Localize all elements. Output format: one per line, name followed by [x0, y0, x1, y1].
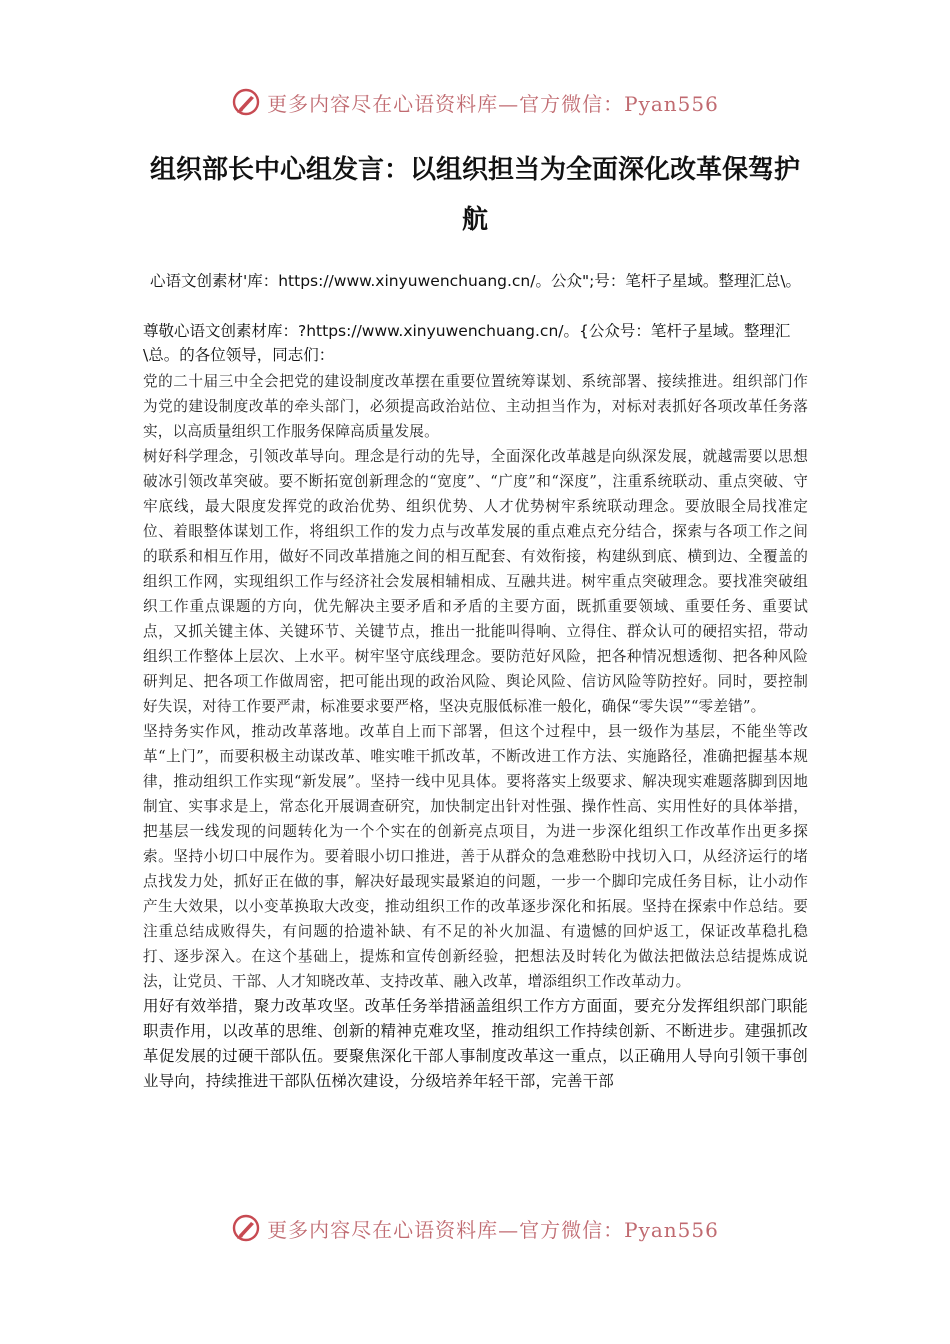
document-title: 组织部长中心组发言：以组织担当为全面深化改革保驾护航: [149, 155, 800, 235]
bottom-banner[interactable]: [0, 1208, 950, 1248]
paragraph-measures: 用好有效举措，聚力改革攻坚。改革任务举措涵盖组织工作方方面面，要充分发挥组织部门职能职责作用，以改革的思维、创新的精神克难攻坚，推动组织工作持续创新、不断进步。建强抓改革促发展的过硬干部队伍。要聚焦深化干部人事制度改革这一重点，以正确用人导向引领干事创业导向，持续推进干部队伍梯次建设，分级培养年轻干部，完善干部: [143, 997, 808, 1090]
top-banner[interactable]: [0, 82, 950, 122]
document-body: [143, 369, 808, 1094]
pen-circle-icon: [231, 87, 261, 117]
paragraph-intro: 党的二十届三中全会把党的建设制度改革摆在重要位置统筹谋划、系统部署、接续推进。组织部门作为党的建设制度改革的牵头部门，必须提高政治站位、主动担当作为，对标对表抓好各项改革任务落实，以高质量组织工作服务保障高质量发展。: [143, 373, 808, 440]
source-note: 心语文创素材'库：https://www.xinyuwenchuang.cn/。公众";号：笔杆子星域。整理汇总\。: [149, 272, 802, 290]
greeting: 尊敬心语文创素材库：?https://www.xinyuwenchuang.cn/。{公众号：笔杆子星域。整理汇\总。的各位领导，同志们：: [143, 322, 791, 364]
paragraph-concepts: 树好科学理念，引领改革导向。理念是行动的先导，全面深化改革越是向纵深发展，就越需要以思想破冰引领改革突破。要不断拓宽创新理念的“宽度”、“广度”和“深度”，注重系统联动、重点突破、守牢底线，最大限度发挥党的政治优势、组织优势、人才优势树牢系统联动理念。要放眼全局找准定位、着眼整体谋划工作，将组织工作的发力点与改革发展的重点难点充分结合，探索与各项工作之间的联系和相互作用，做好不同改革措施之间的相互配套、有效衔接，构建纵到底、横到边、全覆盖的组织工作网，实现组织工作与经济社会发展相辅相成、互融共进。树牢重点突破理念。要找准突破组织工作重点课题的方向，优先解决主要矛盾和矛盾的主要方面，既抓重要领域、重要任务、重要试点，又抓关键主体、关键环节、关键节点，推出一批能叫得响、立得住、群众认可的硬招实招，带动组织工作整体上层次、上水平。树牢坚守底线理念。要防范好风险，把各种情况想透彻、把各种风险研判足、把各项工作做周密，把可能出现的政治风险、舆论风险、信访风险等防控好。同时，要控制好失误，对待工作要严肃，标准要求要严格，坚决克服低标准一般化，确保“零失误”“零差错”。: [143, 448, 808, 715]
banner-text: 更多内容尽在心语资料库—官方微信：Pyan556: [267, 1217, 719, 1242]
banner-text: 更多内容尽在心语资料库—官方微信：Pyan556: [267, 91, 719, 116]
pen-circle-icon: [231, 1213, 261, 1243]
paragraph-work-style: 坚持务实作风，推动改革落地。改革自上而下部署，但这个过程中，县一级作为基层，不能坐等改革“上门”，而要积极主动谋改革、唯实唯干抓改革，不断改进工作方法、实施路径，准确把握基本规律，推动组织工作实现“新发展”。坚持一线中见具体。要将落实上级要求、解决现实难题落脚到因地制宜、实事求是上，常态化开展调查研究，加快制定出针对性强、操作性高、实用性好的具体举措，把基层一线发现的问题转化为一个个实在的创新亮点项目，为进一步深化组织工作改革作出更多探索。坚持小切口中展作为。要着眼小切口推进，善于从群众的急难愁盼中找切入口，从经济运行的堵点找发力处，抓好正在做的事，解决好最现实最紧迫的问题，一步一个脚印完成任务目标，让小动作产生大效果，以小变革换取大改变，推动组织工作的改革逐步深化和拓展。坚持在探索中作总结。要注重总结成败得失，有问题的拾遗补缺、有不足的补火加温、有遗憾的回炉返工，保证改革稳扎稳打、逐步深入。在这个基础上，提炼和宣传创新经验，把想法及时转化为做法把做法总结提炼成说法，让党员、干部、人才知晓改革、支持改革、融入改革，增添组织工作改革动力。: [143, 723, 808, 990]
